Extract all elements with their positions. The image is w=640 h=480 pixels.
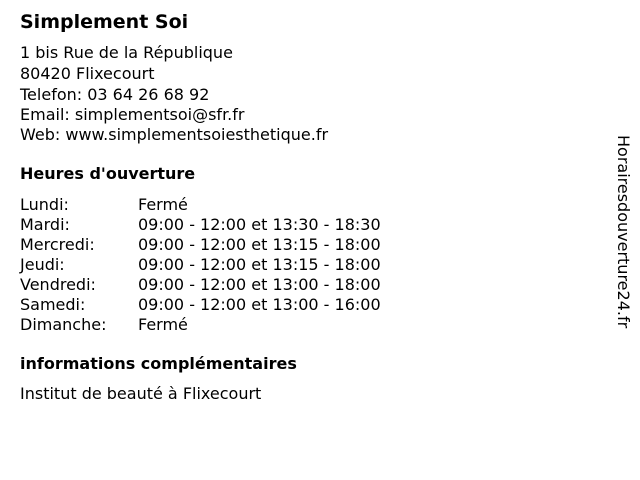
additional-info-text: Institut de beauté à Flixecourt: [20, 384, 262, 403]
day-label: Samedi:: [20, 295, 86, 314]
address-line-1: 1 bis Rue de la République: [20, 43, 233, 62]
day-hours: 09:00 - 12:00 et 13:00 - 18:00: [138, 275, 381, 294]
day-hours: 09:00 - 12:00 et 13:00 - 16:00: [138, 295, 381, 314]
day-hours: Fermé: [138, 315, 188, 334]
hours-row-wednesday: [20, 235, 520, 255]
day-hours: 09:00 - 12:00 et 13:30 - 18:30: [138, 215, 381, 234]
day-label: Dimanche:: [20, 315, 107, 334]
opening-hours-title: Heures d'ouverture: [20, 164, 196, 183]
day-hours: Fermé: [138, 195, 188, 214]
hours-row-saturday: [20, 295, 520, 315]
additional-info-title: informations complémentaires: [20, 354, 297, 373]
hours-row-monday: [20, 195, 520, 215]
website-address: Web: www.simplementsoiesthetique.fr: [20, 125, 329, 144]
day-label: Mardi:: [20, 215, 70, 234]
hours-row-sunday: [20, 315, 520, 335]
business-name: Simplement Soi: [20, 11, 189, 33]
site-watermark: Horairesdouverture24.fr: [614, 135, 633, 329]
phone-number: Telefon: 03 64 26 68 92: [20, 85, 210, 104]
day-hours: 09:00 - 12:00 et 13:15 - 18:00: [138, 255, 381, 274]
email-address: Email: simplementsoi@sfr.fr: [20, 105, 245, 124]
day-hours: 09:00 - 12:00 et 13:15 - 18:00: [138, 235, 381, 254]
day-label: Lundi:: [20, 195, 69, 214]
day-label: Mercredi:: [20, 235, 95, 254]
address-line-2: 80420 Flixecourt: [20, 64, 155, 83]
hours-row-friday: [20, 275, 520, 295]
hours-row-tuesday: [20, 215, 520, 235]
hours-row-thursday: [20, 255, 520, 275]
day-label: Jeudi:: [20, 255, 65, 274]
day-label: Vendredi:: [20, 275, 96, 294]
